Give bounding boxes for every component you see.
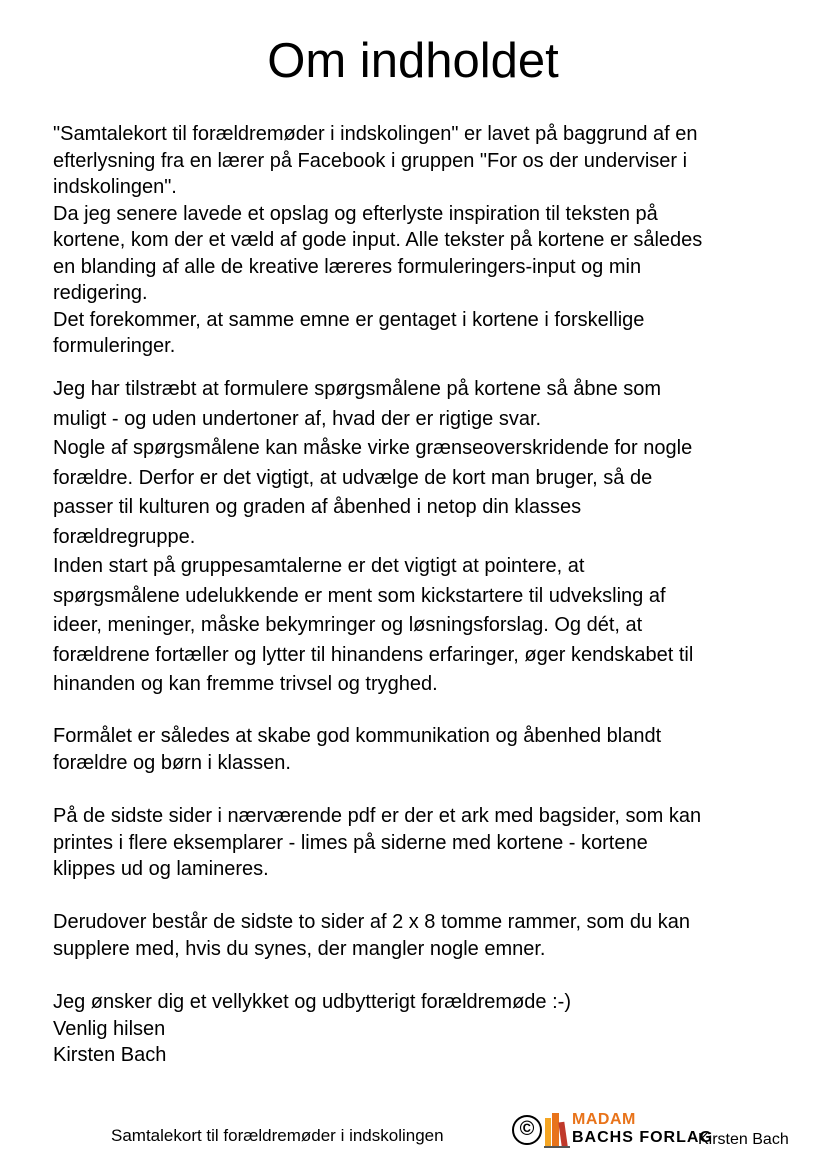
text-line: forældre og børn i klassen. [53,751,291,774]
text-line: spørgsmålene udelukkende er ment som kickstartere til udveksling af [53,584,666,607]
text-line: ideer, meninger, måske bekymringer og løsningsforslag. Og dét, at [53,614,643,636]
footer-doc-title: Samtalekort til forældremøder i indskolingen [111,1126,444,1145]
paragraph-printing [53,803,793,883]
text-line: forældre. Derfor er det vigtigt, at udvælge de kort man bruger, så de [53,466,653,489]
text-line: efterlysning fra en lærer på Facebook i gruppen "For os der underviser i [53,149,688,172]
text-line: formuleringer. [53,335,176,357]
text-line: indskolingen". [53,176,177,198]
text-line: supplere med, hvis du synes, der mangler nogle emner. [53,937,546,960]
text-line: klippes ud og lamineres. [53,858,269,880]
closing-greeting: Venlig hilsen [53,1017,166,1040]
logo-text-madam: MADAM [572,1111,636,1128]
closing-wish: Jeg ønsker dig et vellykket og udbytterigt forældremøde :-) [53,991,571,1013]
text-line: "Samtalekort til forældremøder i indskolingen" er lavet på baggrund af en [53,123,698,145]
paragraph-intro [53,121,793,360]
text-line: redigering. [53,282,148,304]
text-line: Det forekommer, at samme emne er gentaget i kortene i forskellige [53,308,645,331]
signature-name: Kirsten Bach [53,1044,167,1066]
text-line: kortene, kom der et væld af gode input. Alle tekster på kortene er således [53,229,703,251]
text-line: Nogle af spørgsmålene kan måske virke grænseoverskridende for nogle [53,437,693,459]
text-line: en blanding af alle de kreative læreres formuleringers-input og min [53,255,642,278]
paragraph-closing [53,989,793,1069]
text-line: På de sidste sider i nærværende pdf er der et ark med bagsider, som kan [53,805,702,827]
text-line: Da jeg senere lavede et opslag og efterlyste inspiration til teksten på [53,202,658,225]
text-line: forældrene fortæller og lytter til hinandens erfaringer, øger kendskabet til [53,643,694,666]
page-title: Om indholdet [267,34,559,88]
text-line: printes i flere eksemplarer - limes på siderne med kortene - kortene [53,831,648,854]
text-line: Derudover består de sidste to sider af 2 x 8 tomme rammer, som du kan [53,911,690,933]
text-line: muligt - og uden undertoner af, hvad der er rigtige svar. [53,407,542,430]
text-line: forældregruppe. [53,525,196,548]
text-line: Jeg har tilstræbt at formulere spørgsmålene på kortene så åbne som [53,378,662,400]
text-line: hinanden og kan fremme trivsel og tryghed. [53,673,438,695]
footer-author: Kirsten Bach [698,1131,789,1148]
text-line: Inden start på gruppesamtalerne er det vigtigt at pointere, at [53,555,585,577]
paragraph-empty-frames [53,909,793,962]
books-icon [544,1110,570,1148]
text-line: passer til kulturen og graden af åbenhed i netop din klasses [53,496,582,518]
copyright-icon: © [512,1115,542,1145]
logo-text-forlag: BACHS FORLAG [572,1129,713,1146]
paragraph-purpose [53,723,793,776]
text-line: Formålet er således at skabe god kommunikation og åbenhed blandt [53,725,662,747]
paragraph-questions [53,375,793,700]
publisher-logo [512,1108,713,1154]
